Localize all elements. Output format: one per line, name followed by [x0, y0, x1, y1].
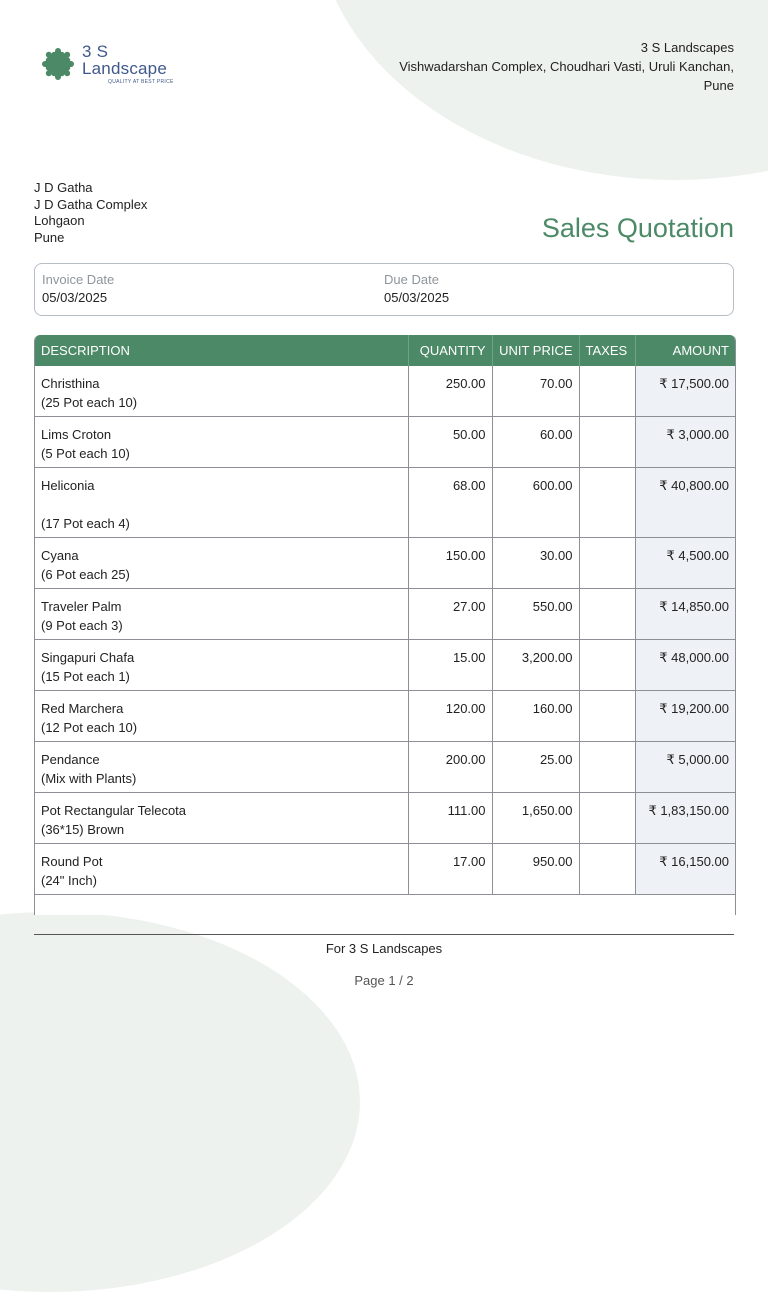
- item-name: Cyana: [41, 548, 79, 563]
- table-row: [35, 538, 735, 589]
- item-name: Lims Croton: [41, 427, 112, 442]
- header-unit-price: UNIT PRICE: [492, 335, 579, 366]
- dates-box: [34, 263, 734, 316]
- header-quantity: QUANTITY: [408, 335, 492, 366]
- item-quantity: 120.00: [408, 691, 492, 742]
- item-quantity: 17.00: [408, 844, 492, 895]
- item-description: [35, 742, 408, 793]
- item-unit-price: 1,650.00: [492, 793, 579, 844]
- item-name: Traveler Palm: [41, 599, 122, 614]
- item-detail: (5 Pot each 10): [41, 446, 130, 461]
- item-amount: ₹ 19,200.00: [635, 691, 735, 742]
- company-address-line1: Vishwadarshan Complex, Choudhari Vasti, Uruli Kanchan,: [399, 59, 734, 74]
- item-quantity: 111.00: [408, 793, 492, 844]
- logo-tagline: QUALITY AT BEST PRICE: [108, 79, 174, 85]
- item-description: [35, 844, 408, 895]
- footer-divider: [34, 934, 734, 935]
- invoice-date-label: Invoice Date: [42, 272, 115, 287]
- table-row: [35, 589, 735, 640]
- item-amount: ₹ 48,000.00: [635, 640, 735, 691]
- item-amount: ₹ 40,800.00: [635, 468, 735, 538]
- item-unit-price: 600.00: [492, 468, 579, 538]
- table-header-row: [35, 335, 735, 366]
- item-quantity: 27.00: [408, 589, 492, 640]
- header-description: DESCRIPTION: [35, 335, 408, 366]
- item-unit-price: 25.00: [492, 742, 579, 793]
- customer-line4: Pune: [34, 229, 65, 245]
- item-name: Red Marchera: [41, 701, 124, 716]
- due-date-value: 05/03/2025: [384, 290, 450, 305]
- item-amount: ₹ 5,000.00: [635, 742, 735, 793]
- header-taxes: TAXES: [579, 335, 635, 366]
- item-taxes: [579, 589, 635, 640]
- item-name: Heliconia: [41, 478, 95, 493]
- table-row: [35, 366, 735, 417]
- item-taxes: [579, 793, 635, 844]
- items-table: [34, 335, 736, 915]
- item-detail: (12 Pot each 10): [41, 720, 138, 735]
- item-unit-price: 3,200.00: [492, 640, 579, 691]
- item-unit-price: 160.00: [492, 691, 579, 742]
- table-row: [35, 844, 735, 895]
- table-row: [35, 640, 735, 691]
- item-description: [35, 417, 408, 468]
- item-amount: ₹ 4,500.00: [635, 538, 735, 589]
- item-unit-price: 550.00: [492, 589, 579, 640]
- item-amount: ₹ 17,500.00: [635, 366, 735, 417]
- item-quantity: 150.00: [408, 538, 492, 589]
- item-taxes: [579, 691, 635, 742]
- item-detail: (15 Pot each 1): [41, 669, 130, 684]
- item-description: [35, 538, 408, 589]
- document-title: Sales Quotation: [541, 213, 734, 243]
- item-taxes: [579, 417, 635, 468]
- table-row: [35, 793, 735, 844]
- item-description: [35, 793, 408, 844]
- customer-line3: Lohgaon: [34, 213, 85, 228]
- table-row: [35, 691, 735, 742]
- customer-address: [34, 180, 147, 246]
- footer-signature-text: For 3 S Landscapes: [325, 941, 443, 956]
- invoice-date-value: 05/03/2025: [42, 290, 108, 305]
- header-amount: AMOUNT: [635, 335, 735, 366]
- item-name: Christhina: [41, 376, 100, 391]
- table-row: [35, 417, 735, 468]
- item-detail: (36*15) Brown: [41, 822, 125, 837]
- customer-line1: J D Gatha: [34, 180, 93, 195]
- company-name: 3 S Landscapes: [640, 40, 734, 55]
- invoice-date-block: [42, 272, 114, 305]
- page-number: Page 1 / 2: [354, 973, 414, 988]
- item-quantity: 250.00: [408, 366, 492, 417]
- item-detail: (Mix with Plants): [41, 771, 137, 786]
- item-detail: (17 Pot each 4): [41, 516, 130, 531]
- item-detail: (6 Pot each 25): [41, 567, 130, 582]
- item-detail: (25 Pot each 10): [41, 395, 138, 410]
- table-row: [35, 468, 735, 538]
- item-amount: ₹ 3,000.00: [635, 417, 735, 468]
- customer-line2: J D Gatha Complex: [34, 196, 148, 212]
- item-quantity: 50.00: [408, 417, 492, 468]
- item-name: Pendance: [41, 752, 100, 767]
- table-filler-row: [35, 895, 735, 916]
- item-quantity: 200.00: [408, 742, 492, 793]
- due-date-label: Due Date: [384, 272, 439, 287]
- item-name: Round Pot: [41, 854, 103, 869]
- item-description: [35, 640, 408, 691]
- logo-name: 3 S Landscape: [82, 42, 167, 78]
- item-name: Singapuri Chafa: [41, 650, 135, 665]
- item-description: [35, 589, 408, 640]
- due-date-block: [384, 272, 449, 305]
- background-shape-bottom: [0, 912, 360, 1292]
- item-name: Pot Rectangular Telecota: [41, 803, 187, 818]
- item-amount: ₹ 1,83,150.00: [635, 793, 735, 844]
- item-taxes: [579, 468, 635, 538]
- item-taxes: [579, 640, 635, 691]
- item-unit-price: 950.00: [492, 844, 579, 895]
- item-quantity: 68.00: [408, 468, 492, 538]
- item-detail: (24" Inch): [41, 873, 97, 888]
- item-taxes: [579, 742, 635, 793]
- item-amount: ₹ 16,150.00: [635, 844, 735, 895]
- item-description: [35, 366, 408, 417]
- item-taxes: [579, 538, 635, 589]
- leaf-cross-icon: [40, 46, 76, 82]
- item-quantity: 15.00: [408, 640, 492, 691]
- item-detail: (9 Pot each 3): [41, 618, 123, 633]
- item-unit-price: 30.00: [492, 538, 579, 589]
- table-row: [35, 742, 735, 793]
- company-address: [374, 38, 734, 95]
- item-amount: ₹ 14,850.00: [635, 589, 735, 640]
- item-taxes: [579, 366, 635, 417]
- item-taxes: [579, 844, 635, 895]
- item-description: [35, 468, 408, 538]
- item-unit-price: 60.00: [492, 417, 579, 468]
- company-logo: [40, 44, 190, 84]
- company-address-line2: Pune: [703, 78, 734, 93]
- item-unit-price: 70.00: [492, 366, 579, 417]
- item-description: [35, 691, 408, 742]
